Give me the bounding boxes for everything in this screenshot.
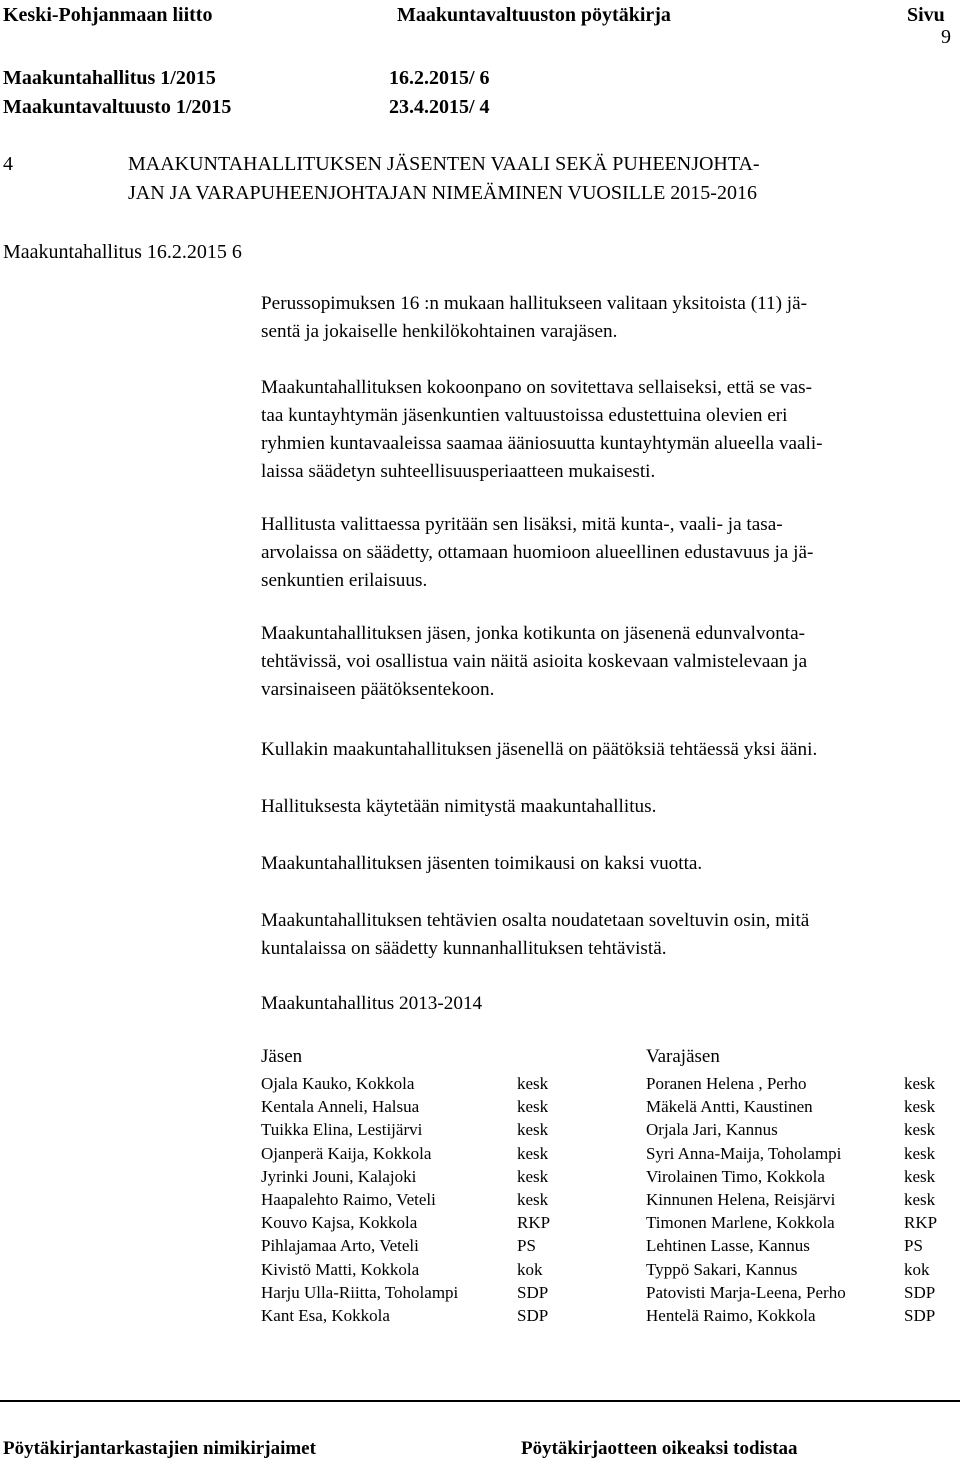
deputy-party: kesk	[904, 1166, 936, 1186]
member-party: PS	[517, 1236, 536, 1256]
paragraph-line: Perussopimuksen 16 :n mukaan hallitukseen valitaan yksitoista (11) jä-	[261, 293, 808, 314]
deputy-party: kok	[904, 1259, 930, 1279]
deputy-party: SDP	[904, 1282, 936, 1302]
paragraph-7	[261, 850, 702, 878]
member-party: SDP	[517, 1282, 549, 1302]
table-caption	[261, 990, 482, 1018]
footer-divider	[0, 1400, 960, 1402]
header-page-number: 9	[941, 26, 951, 48]
paragraph-line: taa kuntayhtymän jäsenkuntien valtuustoissa edustettuina olevien eri	[261, 405, 788, 426]
paragraph-6	[261, 793, 656, 821]
member-party: kok	[517, 1259, 543, 1279]
deputy-party: PS	[904, 1236, 923, 1256]
deputy-name: Lehtinen Lasse, Kannus	[646, 1236, 810, 1256]
member-party: kesk	[517, 1190, 549, 1209]
paragraph-1	[261, 290, 807, 346]
paragraph-8	[261, 907, 809, 963]
deputy-party: kesk	[904, 1097, 936, 1117]
footer-right: Pöytäkirjaotteen oikeaksi todistaa	[521, 1438, 798, 1459]
paragraph-line: varsinaiseen päätöksentekoon.	[261, 679, 495, 700]
deputy-name: Kinnunen Helena, Reisjärvi	[646, 1190, 836, 1209]
paragraph-line: Maakuntahallituksen kokoonpano on sovitettava sellaiseksi, että se vas-	[261, 377, 812, 398]
deputy-name: Hentelä Raimo, Kokkola	[646, 1306, 816, 1325]
member-name: Kivistö Matti, Kokkola	[261, 1259, 420, 1279]
member-name: Jyrinki Jouni, Kalajoki	[261, 1166, 417, 1186]
deputy-party: kesk	[904, 1074, 936, 1093]
deputy-name: Typpö Sakari, Kannus	[646, 1259, 798, 1279]
paragraph-line: Maakuntahallituksen jäsenten toimikausi on kaksi vuotta.	[261, 853, 703, 874]
member-name: Pihlajamaa Arto, Veteli	[261, 1236, 419, 1256]
member-name: Kant Esa, Kokkola	[261, 1306, 390, 1325]
deputy-party: kesk	[904, 1190, 936, 1209]
deputy-name: Virolainen Timo, Kokkola	[646, 1166, 825, 1186]
member-party: SDP	[517, 1306, 549, 1325]
section-title-line2: JAN JA VARAPUHEENJOHTAJAN NIMEÄMINEN VUOSILLE 2015-2016	[128, 182, 757, 204]
paragraph-3	[261, 511, 813, 595]
deputy-name: Timonen Marlene, Kokkola	[646, 1213, 835, 1233]
member-party: kesk	[517, 1120, 549, 1140]
member-name: Tuikka Elina, Lestijärvi	[261, 1120, 423, 1140]
paragraph-4	[261, 620, 807, 704]
paragraph-line: kuntalaissa on säädetty kunnanhallituksen tehtävistä.	[261, 938, 667, 959]
paragraph-line: sentä ja jokaiselle henkilökohtainen varajäsen.	[261, 321, 618, 342]
header-page-label: Sivu	[907, 4, 945, 26]
ref-date-2: 23.4.2015/ 4	[389, 96, 490, 118]
ref-date-1: 16.2.2015/ 6	[389, 67, 490, 89]
paragraph-line: Maakuntahallitus 2013-2014	[261, 993, 483, 1014]
section-title-line1: MAAKUNTAHALLITUKSEN JÄSENTEN VAALI SEKÄ PUHEENJOHTA-	[128, 153, 760, 175]
paragraph-line: ryhmien kuntavaaleissa saamaa ääniosuutta kuntayhtymän alueella vaali-	[261, 433, 823, 454]
paragraph-2	[261, 374, 823, 486]
paragraph-line: Maakuntahallituksen jäsen, jonka kotikunta on jäsenenä edunvalvonta-	[261, 623, 806, 644]
paragraph-line: laissa säädetyn suhteellisuusperiaatteen mukaisesti.	[261, 461, 656, 482]
member-name: Ojanperä Kaija, Kokkola	[261, 1143, 432, 1163]
footer-left: Pöytäkirjantarkastajien nimikirjaimet	[3, 1438, 316, 1459]
header-doc-title: Maakuntavaltuuston pöytäkirja	[397, 4, 671, 26]
paragraph-line: senkuntien erilaisuus.	[261, 570, 428, 591]
paragraph-line: Kullakin maakuntahallituksen jäsenellä on päätöksiä tehtäessä yksi ääni.	[261, 739, 818, 760]
deputy-name: Syri Anna-Maija, Toholampi	[646, 1143, 842, 1163]
paragraph-line: tehtävissä, voi osallistua vain näitä asioita koskevaan valmistelevaan ja	[261, 651, 808, 672]
deputy-name: Patovisti Marja-Leena, Perho	[646, 1282, 846, 1302]
member-name: Haapalehto Raimo, Veteli	[261, 1190, 436, 1209]
table-header-member: Jäsen	[261, 1046, 303, 1067]
deputy-name: Mäkelä Antti, Kaustinen	[646, 1097, 813, 1117]
deputy-party: kesk	[904, 1120, 936, 1140]
member-name: Kouvo Kajsa, Kokkola	[261, 1213, 418, 1233]
paragraph-line: Maakuntahallituksen tehtävien osalta noudatetaan soveltuvin osin, mitä	[261, 910, 810, 931]
deputy-party: kesk	[904, 1143, 936, 1163]
member-party: kesk	[517, 1166, 549, 1186]
deputy-party: RKP	[904, 1213, 938, 1233]
deputy-name: Poranen Helena , Perho	[646, 1074, 807, 1093]
table-header-deputy: Varajäsen	[646, 1046, 720, 1067]
deputy-party: SDP	[904, 1306, 936, 1325]
paragraph-line: arvolaissa on säädetty, ottamaan huomioon alueellinen edustavuus ja jä-	[261, 542, 814, 563]
header-org: Keski-Pohjanmaan liitto	[3, 4, 213, 26]
member-name: Harju Ulla-Riitta, Toholampi	[261, 1282, 459, 1302]
deputy-name: Orjala Jari, Kannus	[646, 1120, 778, 1140]
member-party: kesk	[517, 1074, 549, 1093]
member-party: kesk	[517, 1097, 549, 1117]
member-name: Kentala Anneli, Halsua	[261, 1097, 420, 1117]
meeting-ref: Maakuntahallitus 16.2.2015 6	[3, 241, 242, 263]
ref-body-1: Maakuntahallitus 1/2015	[3, 67, 216, 89]
section-number: 4	[3, 153, 13, 175]
paragraph-5	[261, 736, 817, 764]
paragraph-line: Hallitusta valittaessa pyritään sen lisäksi, mitä kunta-, vaali- ja tasa-	[261, 514, 783, 535]
paragraph-line: Hallituksesta käytetään nimitystä maakuntahallitus.	[261, 796, 657, 817]
member-party: kesk	[517, 1143, 549, 1163]
member-name: Ojala Kauko, Kokkola	[261, 1074, 415, 1093]
member-party: RKP	[517, 1213, 551, 1233]
ref-body-2: Maakuntavaltuusto 1/2015	[3, 96, 232, 118]
